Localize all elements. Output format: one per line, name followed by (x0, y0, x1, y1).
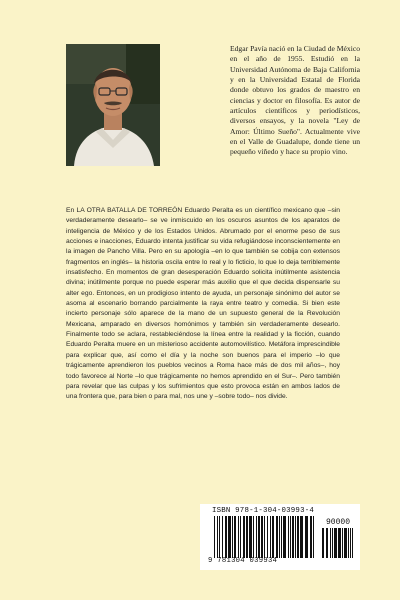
isbn-barcode (200, 504, 360, 570)
ean-barcode-bars (214, 516, 314, 558)
price-addon-bars (322, 528, 354, 558)
ean-digits-label: 9 781304 039934 (208, 557, 278, 565)
book-synopsis: En LA OTRA BATALLA DE TORREÓN Eduardo Peralta es un científico mexicano que –sin verdaderamente desearlo– se ve inmiscuido en los oscuros asuntos de los aparatos de inteligencia de México y de los Estados Unidos. Abrumado por el enorme peso de sus acciones e inacciones, Eduardo intenta justificar su vida refugiándose inconscientemente en la imagen de Pancho Villa. Pero en su apología –en lo que también se cobija con extensos fragmentos en inglés– la historia oscila entre lo real y lo ficticio, lo que lo deja terriblemente insatisfecho. En momentos de gran desesperación Eduardo solicita inútilmente asistencia divina; inútilmente porque no puede esperar más auxilio que el que decida dispensarle su alter ego. Entonces, en un prodigioso intento de ayuda, un personaje sinónimo del autor se asoma al escenario borrando parcialmente la raya entre teatro y comedia. Si bien este incierto personaje sólo aparece de la mano de un supuesto general de la Revolución Mexicana, amparado en diversos homónimos y también sin verdaderamente desearlo. Finalmente todo se aclara, restableciéndose la línea entre la realidad y la ficción, cuando Eduardo Peralta muere en un misterioso accidente automovilístico. Metáfora imprescindible para explicar que, así como el día y la noche son buenos para el imperio –lo que trágicamente aprendieron los pueblos vecinos a Roma hace más de dos mil años–, hoy todo favorece al Norte –lo que trágicamente no hemos aprendido en el Sur–. Pero también para revelar que las culpas y los sufrimientos que esto provoca están en ambos lados de una frontera que, para bien o para mal, nos une y –sobre todo– nos divide. (66, 207, 340, 401)
author-bio: Edgar Pavía nació en la Ciudad de México en el año de 1955. Estudió en la Universidad Autónoma de Baja California y en la Universidad Estatal de Florida donde obtuvo los grados de maestro en ciencias y doctor en filosofía. Es autor de artículos científicos y periodísticos, diversos ensayos, y la novela "Ley de Amor: Último Sueño". Actualmente vive en el Valle de Guadalupe, donde tiene un pequeño viñedo y hace su propio vino. (230, 44, 360, 157)
author-photo (66, 44, 160, 166)
price-code-label: 90000 (325, 518, 350, 527)
isbn-label: ISBN 978-1-304-03993-4 (212, 507, 314, 515)
author-portrait-image (66, 44, 160, 166)
